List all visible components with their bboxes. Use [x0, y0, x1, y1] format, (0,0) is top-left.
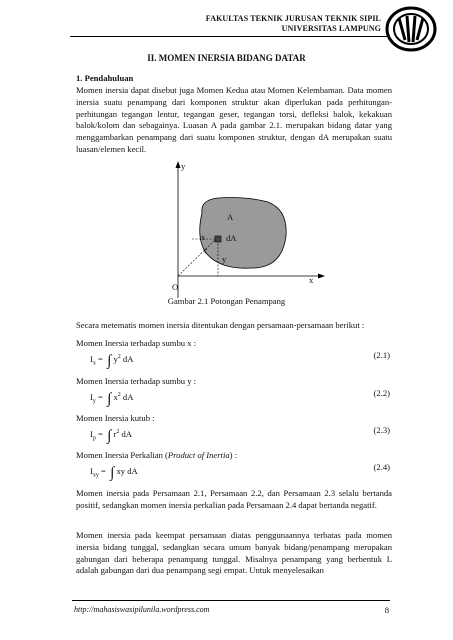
dA-label: dA: [226, 233, 237, 243]
eq4-label: Momen Inersia Perkalian (Product of Inertia) :: [76, 450, 238, 460]
sign-paragraph: Momen inersia pada Persamaan 2.1, Persamaan 2.2, dan Persamaan 2.3 selalu bertanda positif, sedangkan momen inersia perkalian pada Persamaan 2.4 dapat bertanda negatif.: [76, 488, 392, 510]
x-axis-label: x: [309, 275, 314, 285]
r-distance-label: r: [204, 245, 207, 255]
integral-icon: ∫: [110, 465, 115, 481]
area-label: A: [227, 212, 234, 222]
equation-2-3: $I_p$ = ∫ $r^2$ dA (2.3): [90, 425, 390, 444]
cross-section-figure: [150, 158, 330, 300]
x-distance-label: x: [201, 232, 206, 242]
eq1-label: Momen Inersia terhadap sumbu x :: [76, 338, 197, 348]
composite-paragraph: Momen inersia pada keempat persamaan diatas penggunaannya terbatas pada momen inersia bidang tunggal, sedangkan secara umum banyak bidang/penampang merupakan gabungan dari beberapa penampang tunggal. Misalnya penampang yang berbentuk L adalah gabungan dari dua penampang segi empat. Untuk menyelesaikan: [76, 530, 392, 576]
origin-label: O: [172, 282, 179, 292]
chapter-title: II. MOMEN INERSIA BIDANG DATAR: [147, 53, 306, 63]
section-heading: 1. Pendahuluan: [76, 73, 134, 83]
eq2-label: Momen Inersia terhadap sumbu y :: [76, 376, 197, 386]
equation-number: (2.4): [373, 462, 390, 472]
equation-2-4: $I_{xy}$ = ∫ xy dA (2.4): [90, 462, 390, 481]
footer-url[interactable]: http://mahasiswasipilunila.wordpress.com: [74, 605, 210, 614]
equation-number: (2.2): [373, 388, 390, 398]
figure-caption: Gambar 2.1 Potongan Penampang: [167, 296, 286, 306]
integral-icon: ∫: [107, 353, 112, 369]
equation-number: (2.3): [373, 425, 390, 435]
intro-paragraph: Momen inersia dapat disebut juga Momen Kedua atau Momen Kelembaman. Data momen inersia suatu penampang dari komponen struktur akan diperlukan pada perhitungan-perhitungan tegangan lentur, tegangan geser, tegangan torsi, defleksi balok, kekakuan balok/kolom dan sebagainya. Luasan A pada gambar 2.1. merupakan bidang datar yang menggambarkan penampang dari suatu komponen struktur, dengan dA merupakan suatu luasan/elemen kecil.: [76, 85, 392, 154]
formulas-intro: Secara metematis momen inersia ditentukan dengan persamaan-persamaan berikut :: [76, 320, 365, 330]
eq3-label: Momen Inersia kutub :: [76, 413, 155, 423]
y-distance-label: y: [222, 254, 227, 264]
y-axis-label: y: [181, 161, 186, 171]
equation-2-2: $I_y$ = ∫ $x^2$ dA (2.2): [90, 388, 390, 407]
footer-rule: [72, 600, 390, 601]
equation-2-1: $I_x$ = ∫ $y^2$ dA (2.1): [90, 350, 390, 369]
header-university: UNIVERSITAS LAMPUNG: [281, 24, 381, 33]
header-faculty: FAKULTAS TEKNIK JURUSAN TEKNIK SIPIL: [205, 14, 381, 23]
integral-icon: ∫: [107, 391, 112, 407]
integral-icon: ∫: [107, 428, 112, 444]
page-number: 8: [384, 605, 389, 615]
header-rule: [70, 36, 388, 37]
equation-number: (2.1): [373, 350, 390, 360]
page-header: [206, 14, 381, 34]
university-seal-icon: [385, 6, 437, 52]
